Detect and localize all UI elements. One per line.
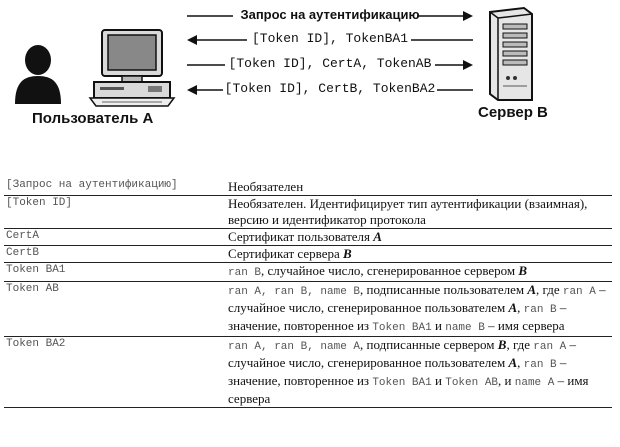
description-text: , подписанные пользователем: [360, 282, 528, 297]
message-label: [Token ID], CertB, TokenBA2: [224, 81, 436, 96]
code-fragment: ran B: [523, 304, 557, 316]
description-cell: [226, 337, 612, 408]
term-cell: CertA: [6, 230, 40, 242]
table-row: [4, 337, 612, 408]
message-token-ba1: [185, 30, 475, 50]
server-icon: [484, 6, 536, 102]
code-fragment: ran A: [533, 341, 567, 353]
description-text: – имя сервера: [484, 318, 565, 333]
term-cell: [Token ID]: [6, 197, 73, 209]
description-text: , и: [498, 373, 515, 388]
description-text: Сертификат сервера: [228, 246, 343, 261]
description-cell: [226, 196, 612, 229]
description-text: , подписанные сервером: [360, 337, 498, 352]
party-name: A: [527, 282, 537, 297]
party-name: B: [342, 246, 352, 261]
message-auth-request: [185, 6, 475, 26]
code-fragment: ran A, ran B, name A: [228, 341, 361, 353]
table-row: [4, 229, 612, 246]
description-text: – значение, повторенное из: [228, 300, 567, 333]
description-text: , где: [506, 337, 534, 352]
table-row: [4, 178, 612, 196]
party-name: A: [508, 355, 518, 370]
code-fragment: ran A: [562, 286, 596, 298]
user-icon: [12, 42, 64, 104]
description-text: и: [431, 373, 446, 388]
message-label: [Token ID], TokenBA1: [251, 31, 409, 46]
code-fragment: ran B: [228, 267, 262, 279]
message-label: Запрос на аутентификацию: [240, 7, 420, 22]
message-label: [Token ID], CertA, TokenAB: [228, 56, 432, 71]
term-cell: Token BA2: [6, 338, 66, 350]
message-certb-tokenba2: [185, 80, 475, 100]
description-cell: [226, 282, 612, 337]
party-name: A: [373, 229, 382, 244]
code-fragment: ran B: [523, 359, 557, 371]
description-cell: [226, 229, 612, 246]
description-text: – имя сервера: [228, 373, 589, 406]
description-text: , случайное число, сгенерированное сервером: [261, 263, 519, 278]
description-text: и: [431, 318, 446, 333]
description-text: – случайное число, сгенерированное пользователем: [228, 282, 606, 315]
authentication-diagram: [0, 0, 620, 170]
description-text: ,: [517, 300, 524, 315]
code-fragment: Token BA1: [372, 322, 432, 334]
definitions-table: [4, 178, 612, 408]
table-row: [4, 282, 612, 337]
code-fragment: name A: [514, 377, 555, 389]
description-cell: [226, 263, 612, 282]
description-cell: [226, 178, 612, 196]
party-name: B: [497, 337, 507, 352]
term-cell: Token BA1: [6, 264, 66, 276]
party-name: A: [508, 300, 518, 315]
user-caption: Пользователь A: [32, 110, 154, 127]
description-text: – случайное число, сгенерированное пользователем: [228, 337, 577, 370]
code-fragment: Token BA1: [372, 377, 432, 389]
definitions-table-body: [4, 178, 612, 408]
description-text: Необязателен. Идентифицирует тип аутентификации (взаимная), версию и идентификатор протокола: [228, 196, 588, 227]
computer-icon: [88, 28, 176, 108]
server-caption: Сервер B: [478, 104, 548, 121]
description-text: , где: [536, 282, 563, 297]
description-text: – значение, повторенное из: [228, 355, 567, 388]
term-cell: [Запрос на аутентификацию]: [6, 179, 178, 191]
message-certa-tokenab: [185, 55, 475, 75]
table-row: [4, 263, 612, 282]
code-fragment: Token AB: [445, 377, 499, 389]
table-row: [4, 196, 612, 229]
description-text: Необязателен: [228, 179, 304, 194]
table-row: [4, 246, 612, 263]
description-text: ,: [517, 355, 524, 370]
description-text: Сертификат пользователя: [228, 229, 374, 244]
term-cell: Token AB: [6, 283, 59, 295]
code-fragment: name B: [445, 322, 485, 334]
term-cell: CertB: [6, 247, 40, 259]
description-cell: [226, 246, 612, 263]
code-fragment: ran A, ran B, name B: [228, 286, 361, 298]
party-name: B: [518, 263, 528, 278]
